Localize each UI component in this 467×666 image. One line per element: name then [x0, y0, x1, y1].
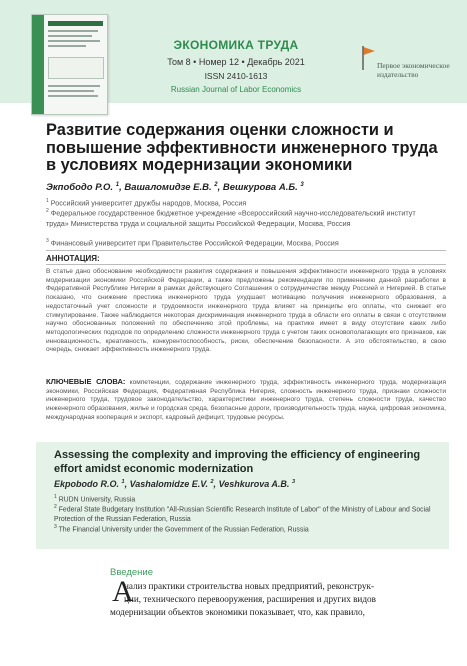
english-affiliation [54, 503, 444, 524]
author-name: Vashalomidze E.V. [129, 479, 208, 489]
cover-spine-band [32, 15, 44, 114]
author-name: Veshkurova A.B. [218, 479, 290, 489]
issue-info: Том 8 • Номер 12 • Декабрь 2021 [167, 57, 305, 67]
cover-text-line [48, 35, 92, 37]
affiliation [46, 236, 438, 249]
author-affiliation-mark: 3 [291, 479, 295, 485]
cover-text-line [48, 45, 86, 47]
keywords-text: компетенции, содержание инженерного труда, эффективность инженерного труда, модернизация экономики, Российская Федерация, Федеративная Республика Нигерия, сложность инженерного труда, признаки сложности инженерного труда, трудовое законодательство, характеристики инженерного труда, степень сложности труда, качество инженерного образования, жилье и городская среда, безопасные дороги, производительность труда, наука, цифровая экономика, международная кооперация и экспорт, кадровый дефицит, трудовые ресурсы. [46, 379, 446, 421]
cover-text-line [48, 85, 100, 87]
affiliation-text: Федеральное государственное бюджетное учреждение «Всероссийский научно-исследовательский институт труда» Министерства труда и социальной защиты Российской Федерации, Москва, Россия [46, 208, 416, 228]
cover-title-block [48, 21, 103, 26]
cover-text-line [48, 30, 98, 32]
english-author-list: Ekpobodo R.O. $^1$, Vashalomidze E.V. $^2$, Veshkurova A.B. $^3$ [54, 479, 295, 489]
journal-header-band [0, 0, 467, 103]
affiliation-mark: 3 [46, 238, 49, 244]
author-affiliation-mark: 3 [300, 182, 304, 188]
author-affiliation-mark: 1 [115, 182, 120, 188]
author-name: Вешкурова А.Б. [222, 182, 298, 194]
author-list: Экпободо Р.О. $^1$, Вашаломидзе Е.В. $^2$, Вешкурова А.Б. $^3$ [46, 182, 304, 194]
drop-cap: А [112, 575, 134, 608]
affiliation-text: Финансовый университет при Правительстве Российской Федерации, Москва, Россия [50, 238, 339, 248]
english-summary-block [36, 442, 449, 549]
affiliation-text: Российский университет дружбы народов, Москва, Россия [50, 198, 247, 208]
publisher-name: Первое экономическое издательство [377, 61, 450, 79]
author-name: Экпободо Р.О. [46, 182, 114, 194]
intro-body [110, 580, 440, 620]
affiliation-text: RUDN University, Russia [58, 496, 136, 504]
journal-name: ЭКОНОМИКА ТРУДА [173, 38, 299, 52]
issn: ISSN 2410-1613 [204, 71, 268, 81]
body-line: нализ практики строительства новых предприятий, реконструк- [124, 581, 375, 591]
cover-text-line [48, 40, 100, 42]
keywords-label: КЛЮЧЕВЫЕ СЛОВА: [46, 377, 126, 386]
affiliation-text: The Financial University under the Government of the Russian Federation, Russia [58, 526, 309, 534]
affiliation-mark: 1 [46, 198, 49, 204]
affiliation-mark: 2 [46, 208, 49, 214]
affiliation-mark: 1 [54, 494, 57, 500]
author-affiliation-mark: 1 [121, 479, 125, 485]
english-affiliation [54, 523, 444, 535]
article-title: Развитие содержания оценки сложности и повышение эффективности инженерного труда в условиях модернизации экономики [46, 121, 438, 174]
affiliation [46, 206, 438, 229]
author-affiliation-mark: 2 [210, 479, 214, 485]
journal-name-english: Russian Journal of Labor Economics [170, 85, 302, 94]
journal-cover-image [31, 14, 108, 115]
author-name: Вашаломидзе Е.В. [124, 182, 212, 194]
affiliation-text: Federal State Budgetary Institution "All-Russian Scientific Research Institute of Labor" of the Ministry of Labour and Social Protection of the Russian Federation, Russia [54, 506, 431, 523]
cover-graphic-box [48, 57, 104, 79]
author-name: Ekpobodo R.O. [54, 479, 119, 489]
keywords-paragraph [46, 378, 446, 423]
body-line: модернизации объектов экономики показывает, что, как правило, [110, 607, 365, 618]
abstract-label: АННОТАЦИЯ: [46, 254, 100, 263]
section-divider [46, 264, 446, 265]
english-title: Assessing the complexity and improving the efficiency of engineering effort amidst economic modernization [54, 449, 421, 475]
publisher-flag-icon [361, 45, 377, 71]
intro-heading: Введение [110, 567, 154, 578]
cover-text-line [48, 95, 98, 97]
affiliation-mark: 3 [54, 524, 57, 530]
cover-text-line [48, 90, 94, 92]
abstract-text: В статье дано обоснование необходимости развития содержания и повышения эффективности инженерного труда в условиях модернизации экономики Российской Федерации, а также предложены рекомендации по применению данной разработки в Федеративной Республике Нигерии в рамках действующего Соглашения о сотрудничестве между Россией и Нигерией. В статье показано, что снижение престижа инженерного труда ухудшает мотивацию получения инженерного образования, а недостаточный учет сложности и трудоемкости инженерного труда влияет на принципы его оплаты, что снижает его стимулирование. Также наблюдается некоторая дискриминация инженерного труда в области его оплаты в связи с отсутствием научно обоснованных положений по обеспечению этой проблемы, на практике имеет в виду отсутствие каких либо методологических подходов по определению сложности инженерного труда с учетом таких основополагающих его признаков, как инновационность, креативность, конкурентоспособность, риски, обеспечение безопасности. А это обстоятельство, в свою очередь, снижает эффективность инженерного труда. [46, 268, 446, 354]
body-line: ции, технического перевооружения, расширения и других видов [124, 594, 376, 605]
author-affiliation-mark: 2 [214, 182, 218, 188]
affiliation-mark: 2 [54, 504, 57, 510]
section-divider [46, 250, 446, 251]
